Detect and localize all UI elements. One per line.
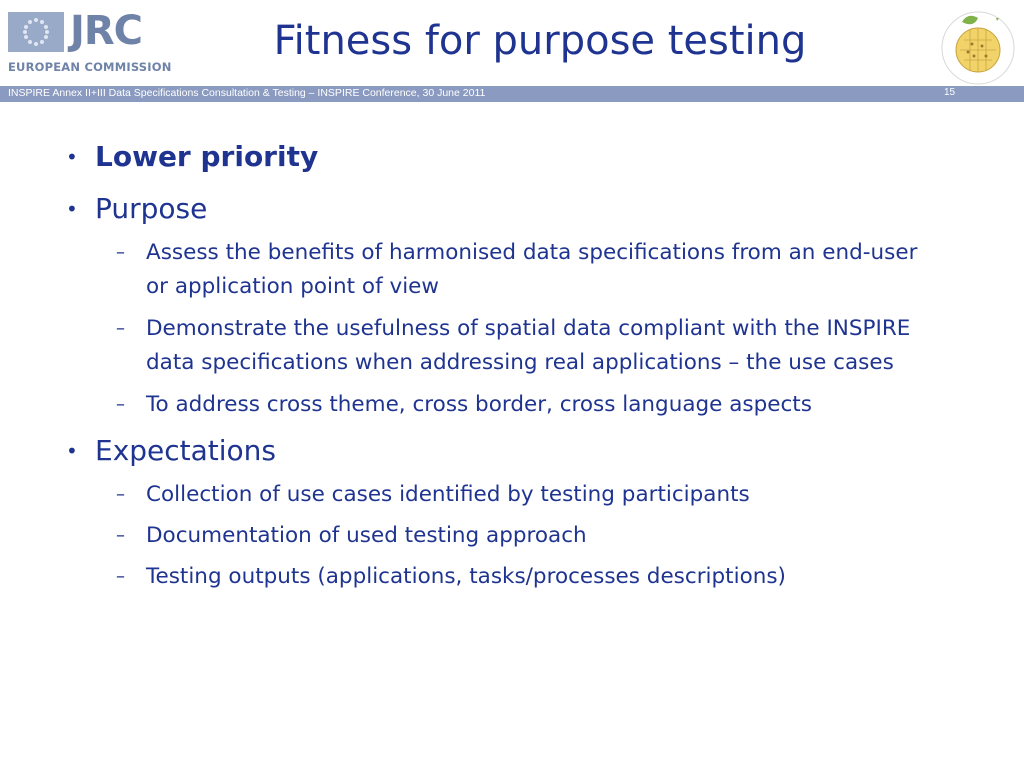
dash-mark: – [116,566,125,587]
sub-bullet [0,478,1024,512]
slide-number: 15 [944,87,956,98]
bullet-expectations [0,434,1024,468]
dash-mark: – [116,394,125,415]
eu-flag-icon [8,12,64,52]
sub-bullet-text: Documentation of used testing approach [146,523,587,548]
slide-content [0,140,1024,594]
sub-bullet [0,560,1024,594]
bullet-mark: • [66,197,78,221]
inspire-logo-icon [934,6,1020,86]
dash-mark: – [116,484,125,505]
dash-mark: – [116,242,125,263]
bullet-text: Purpose [95,192,208,225]
footer-bar [0,86,1024,102]
jrc-logo-text: JRC [70,8,143,54]
footer-text: INSPIRE Annex II+III Data Specifications Consultation & Testing – INSPIRE Conference, 30 June 2011 [8,87,486,99]
european-commission-text: EUROPEAN COMMISSION [8,60,172,74]
sub-bullet-text: Testing outputs (applications, tasks/processes descriptions) [146,564,786,589]
bullet-text: Expectations [95,434,277,467]
dash-mark: – [116,318,125,339]
sub-bullet [0,312,1024,380]
sub-bullet [0,236,1024,304]
sub-bullet [0,519,1024,553]
bullet-purpose [0,192,1024,226]
sub-bullet-text: Demonstrate the usefulness of spatial data compliant with the INSPIRE data specifications when addressing real applications – the use cases [146,316,911,375]
bullet-lower-priority [0,140,1024,174]
sub-bullet-text: Collection of use cases identified by testing participants [146,482,750,507]
bullet-text: Lower priority [95,140,319,173]
bullet-mark: • [66,439,78,463]
jrc-logo [8,8,172,76]
sub-bullet [0,388,1024,422]
dash-mark: – [116,525,125,546]
bullet-mark: • [66,145,78,169]
slide-title: Fitness for purpose testing [273,18,807,64]
sub-bullet-text: Assess the benefits of harmonised data specifications from an end-user or application point of view [146,240,918,299]
sub-bullet-text: To address cross theme, cross border, cross language aspects [146,392,812,417]
